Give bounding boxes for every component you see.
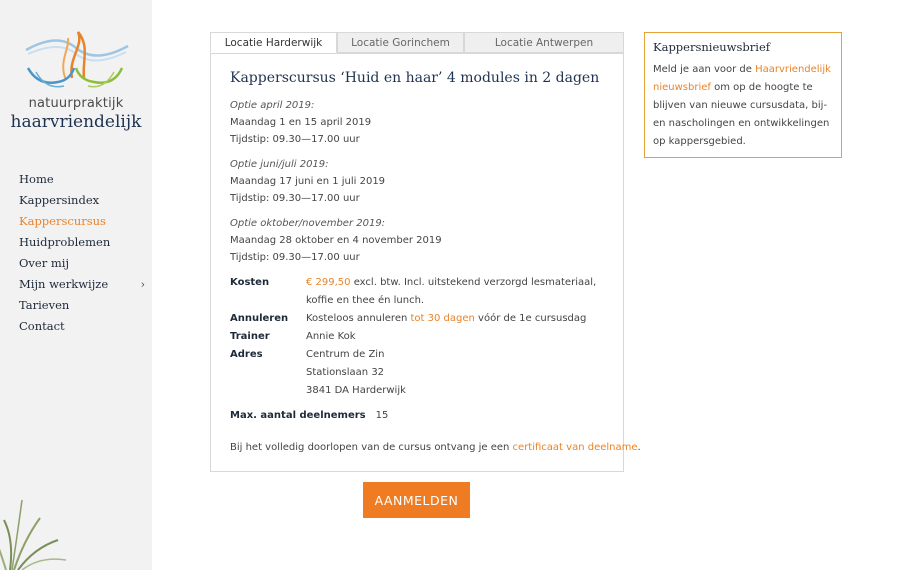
tab-gorinchem[interactable]: Locatie Gorinchem — [337, 32, 464, 53]
cert-post: . — [637, 442, 641, 453]
annuleren-post: vóór de 1e cursusdag — [474, 313, 587, 324]
newsletter-title: Kappersnieuwsbrief — [653, 40, 771, 54]
nav-item-tarieven[interactable] — [19, 297, 149, 318]
nav-item-label: Huidproblemen — [19, 235, 111, 249]
adres-row — [230, 346, 610, 400]
max-key: Max. aantal deelnemers — [230, 410, 366, 421]
newsletter-text — [653, 61, 837, 151]
option-label: Optie april 2019: — [230, 100, 315, 111]
max-value: 15 — [375, 410, 389, 421]
annuleren-key: Annuleren — [230, 313, 289, 324]
sidebar — [0, 0, 152, 570]
kosten-key: Kosten — [230, 277, 270, 288]
nav-item-label: Over mij — [19, 256, 70, 270]
annuleren-value — [306, 310, 616, 328]
kosten-rest: excl. btw. Incl. uitstekend verzorgd lesmateriaal, koffie en thee én lunch. — [306, 277, 597, 306]
course-title: Kapperscursus ‘Huid en haar’ 4 modules in 2 dagen — [230, 70, 600, 86]
trainer-key: Trainer — [230, 331, 270, 342]
course-option — [230, 156, 385, 207]
tab-antwerpen[interactable]: Locatie Antwerpen — [464, 32, 624, 53]
newsletter-link[interactable]: Haarvriendelijk nieuwsbrief — [653, 64, 831, 93]
adres-line: Stationslaan 32 — [306, 367, 385, 378]
course-panel — [210, 53, 641, 472]
option-date: Maandag 17 juni en 1 juli 2019 — [230, 176, 386, 187]
logo-text-bottom[interactable]: haarvriendelijk — [10, 112, 142, 132]
option-time: Tijdstip: 09.30—17.00 uur — [230, 252, 360, 263]
plant-decoration-icon — [0, 490, 70, 570]
adres-value — [306, 346, 616, 400]
newsletter-pre: Meld je aan voor de — [653, 64, 756, 75]
location-tabs — [210, 32, 624, 54]
certificate-note — [230, 439, 641, 457]
nav-item-huidproblemen[interactable] — [19, 234, 149, 255]
nav-item-kappersindex[interactable] — [19, 192, 149, 213]
option-date: Maandag 1 en 15 april 2019 — [230, 117, 372, 128]
annuleren-link[interactable]: tot 30 dagen — [410, 313, 475, 324]
nav-item-label: Kapperscursus — [19, 214, 106, 228]
adres-line: Centrum de Zin — [306, 349, 385, 360]
annuleren-pre: Kosteloos annuleren — [306, 313, 411, 324]
tab-harderwijk[interactable]: Locatie Harderwijk — [210, 32, 337, 53]
nav-item-contact[interactable] — [19, 318, 149, 339]
option-label: Optie oktober/november 2019: — [230, 218, 386, 229]
newsletter-box — [644, 32, 842, 158]
nav-item-label: Contact — [19, 319, 65, 333]
nav-item-mijn-werkwijze[interactable] — [19, 276, 149, 297]
option-time: Tijdstip: 09.30—17.00 uur — [230, 193, 360, 204]
newsletter-post: om op de hoogte te blijven van nieuwe cursusdata, bij- en nascholingen en ontwikkelingen op kappersgebied. — [653, 82, 830, 147]
option-label: Optie juni/juli 2019: — [230, 159, 329, 170]
kosten-row — [230, 274, 610, 310]
nav-item-label: Tarieven — [19, 298, 70, 312]
nav-item-kapperscursus[interactable] — [19, 213, 149, 234]
trainer-link[interactable]: Annie Kok — [306, 331, 356, 342]
aanmelden-button[interactable]: AANMELDEN — [363, 482, 470, 518]
chevron-right-icon[interactable]: › — [140, 278, 145, 291]
nav-item-label: Kappersindex — [19, 193, 100, 207]
max-participants-row — [230, 407, 388, 425]
certificate-link[interactable]: certificaat van deelname — [512, 442, 638, 453]
kosten-value — [306, 274, 616, 310]
nav-item-home[interactable] — [19, 171, 149, 192]
course-option — [230, 97, 371, 148]
logo-text-top[interactable]: natuurpraktijk — [28, 96, 124, 111]
price-link[interactable]: € 299,50 — [306, 277, 351, 288]
nav-item-label: Home — [19, 172, 54, 186]
nav-item-label: Mijn werkwijze — [19, 277, 109, 291]
adres-key: Adres — [230, 349, 263, 360]
option-date: Maandag 28 oktober en 4 november 2019 — [230, 235, 442, 246]
course-option — [230, 215, 442, 266]
nav-item-over-mij[interactable] — [19, 255, 149, 276]
cert-pre: Bij het volledig doorlopen van de cursus ontvang je een — [230, 442, 513, 453]
adres-line: 3841 DA Harderwijk — [306, 385, 406, 396]
option-time: Tijdstip: 09.30—17.00 uur — [230, 134, 360, 145]
main-nav — [19, 171, 149, 339]
